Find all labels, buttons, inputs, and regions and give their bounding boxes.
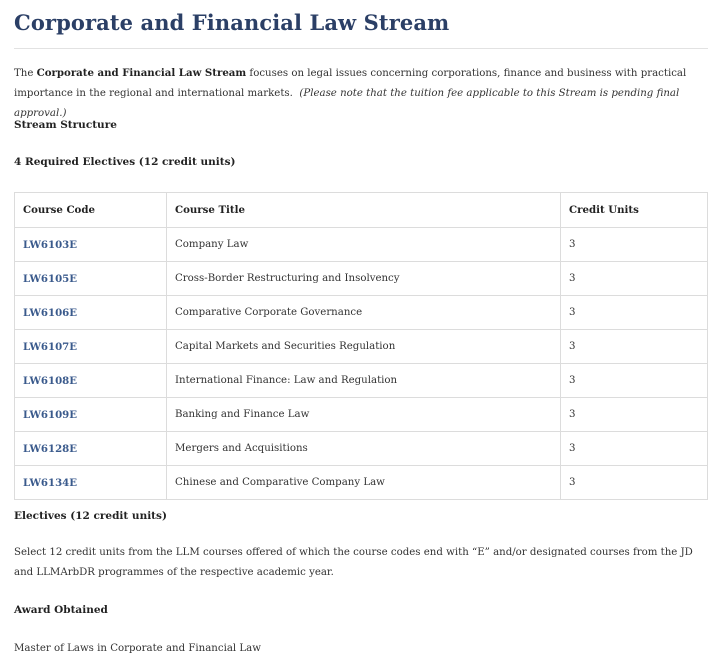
stream-structure-heading: Stream Structure xyxy=(14,119,117,131)
award-text: Master of Laws in Corporate and Financial Law xyxy=(14,643,261,654)
course-title-cell: Banking and Finance Law xyxy=(167,398,561,432)
table-row xyxy=(15,296,708,330)
courses-table xyxy=(14,192,708,500)
credit-units-cell: 3 xyxy=(561,466,708,500)
table-row xyxy=(15,398,708,432)
column-header-title: Course Title xyxy=(167,193,561,228)
table-row xyxy=(15,466,708,500)
course-code-cell xyxy=(15,432,167,466)
electives-description: Select 12 credit units from the LLM courses offered of which the course codes end with “E” and/or designated courses from the JD and LLMArbDR programmes of the respective academic year. xyxy=(14,547,693,578)
course-code-link[interactable]: LW6105E xyxy=(23,272,78,285)
credit-units-cell: 3 xyxy=(561,228,708,262)
table-row xyxy=(15,364,708,398)
intro-lead: The xyxy=(14,68,37,79)
table-header-row xyxy=(15,193,708,228)
column-header-units: Credit Units xyxy=(561,193,708,228)
required-electives-heading: 4 Required Electives (12 credit units) xyxy=(14,156,236,168)
course-title-cell: Mergers and Acquisitions xyxy=(167,432,561,466)
course-code-cell xyxy=(15,228,167,262)
electives-heading: Electives (12 credit units) xyxy=(14,510,167,522)
course-title-cell: Chinese and Comparative Company Law xyxy=(167,466,561,500)
course-title-cell: Cross-Border Restructuring and Insolvency xyxy=(167,262,561,296)
course-code-cell xyxy=(15,364,167,398)
intro-description: focuses on legal issues concerning corporations, finance and business with practical importance in the regional and international markets. xyxy=(14,68,687,99)
intro-paragraph xyxy=(14,63,708,124)
course-code-cell xyxy=(15,398,167,432)
page-title: Corporate and Financial Law Stream xyxy=(14,10,450,35)
course-code-cell xyxy=(15,330,167,364)
table-row xyxy=(15,228,708,262)
course-title-cell: Company Law xyxy=(167,228,561,262)
table-row xyxy=(15,330,708,364)
intro-stream-name: Corporate and Financial Law Stream xyxy=(36,67,247,79)
course-code-cell xyxy=(15,296,167,330)
course-code-link[interactable]: LW6128E xyxy=(23,442,78,455)
course-code-cell xyxy=(15,466,167,500)
course-title-cell: Comparative Corporate Governance xyxy=(167,296,561,330)
credit-units-cell: 3 xyxy=(561,432,708,466)
tuition-note: (Please note that the tuition fee applicable to this Stream is pending final approval.) xyxy=(14,88,680,119)
table-row xyxy=(15,432,708,466)
credit-units-cell: 3 xyxy=(561,398,708,432)
course-code-link[interactable]: LW6106E xyxy=(23,306,78,319)
course-title-cell: International Finance: Law and Regulation xyxy=(167,364,561,398)
credit-units-cell: 3 xyxy=(561,262,708,296)
course-code-link[interactable]: LW6108E xyxy=(23,374,78,387)
course-code-link[interactable]: LW6107E xyxy=(23,340,78,353)
course-code-link[interactable]: LW6109E xyxy=(23,408,78,421)
credit-units-cell: 3 xyxy=(561,296,708,330)
course-code-cell xyxy=(15,262,167,296)
credit-units-cell: 3 xyxy=(561,330,708,364)
table-row xyxy=(15,262,708,296)
title-divider xyxy=(14,48,708,49)
credit-units-cell: 3 xyxy=(561,364,708,398)
course-code-link[interactable]: LW6103E xyxy=(23,238,78,251)
award-heading: Award Obtained xyxy=(14,604,108,616)
course-code-link[interactable]: LW6134E xyxy=(23,476,78,489)
column-header-code: Course Code xyxy=(15,193,167,228)
course-title-cell: Capital Markets and Securities Regulation xyxy=(167,330,561,364)
